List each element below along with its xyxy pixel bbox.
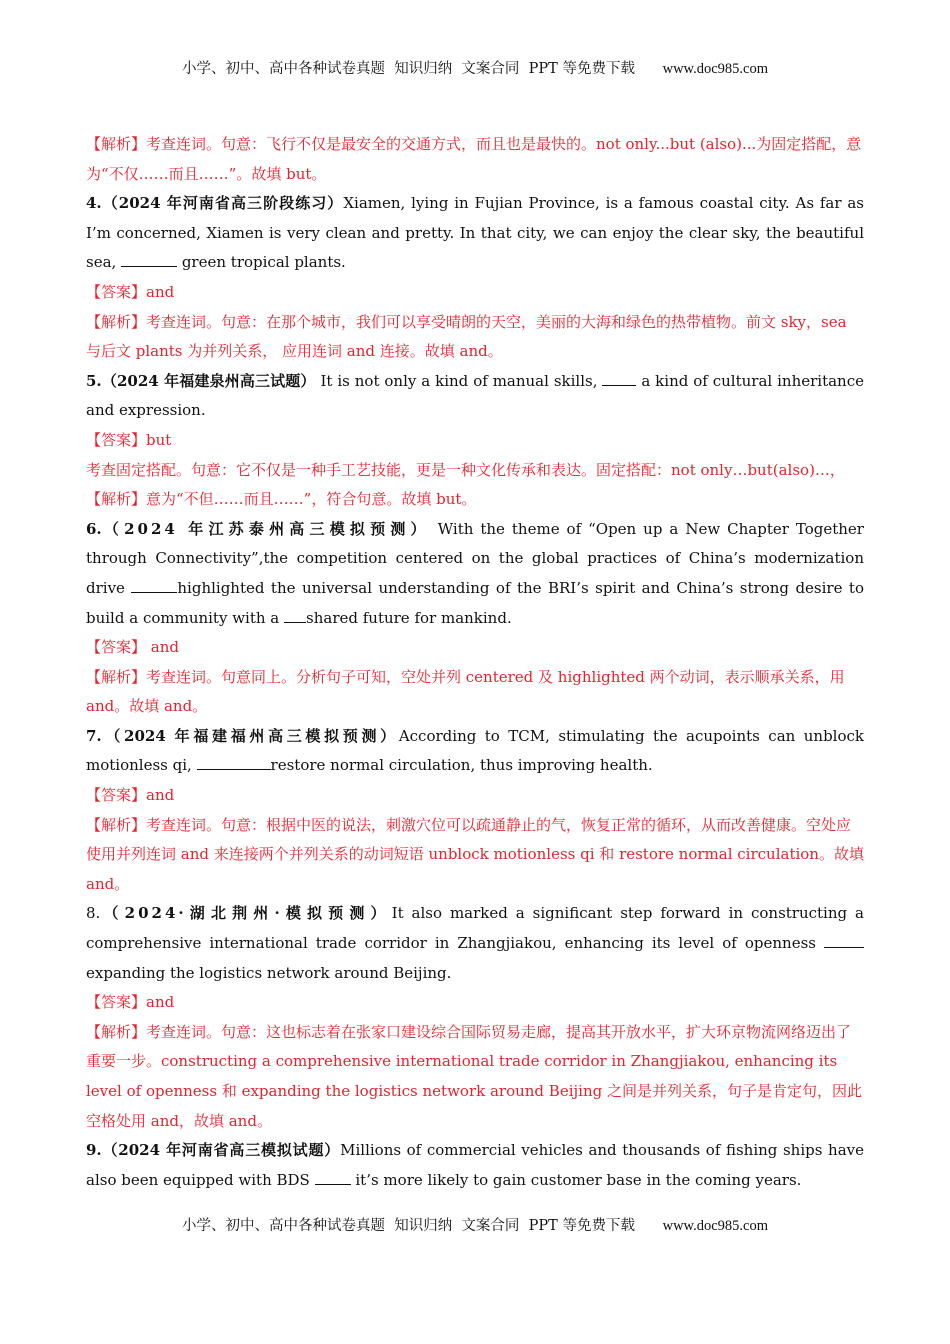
analysis-q4: 【解析】考查连词。句意：在那个城市，我们可以享受晴朗的天空，美丽的大海和绿色的热带植物。前文 sky，sea 与后文 plants 为并列关系， 应用连词 and 连接。故填 and。 (86, 312, 847, 361)
question-number: 6. (86, 519, 102, 538)
question-8 (86, 899, 864, 988)
question-stem: Millions of commercial vehicles and thousands of fishing ships have also been equipped with BDS (86, 1141, 864, 1189)
question-stem-end: restore normal circulation, thus improving health. (270, 756, 653, 775)
answer-blank[interactable] (284, 608, 306, 623)
header-text: 小学、初中、高中各种试卷真题 知识归纳 文案合同 PPT 等免费下载 (182, 61, 635, 77)
answer-blank[interactable] (121, 252, 177, 267)
page-header (0, 57, 950, 78)
analysis-q3: 【解析】考查连词。句意：飞行不仅是最安全的交通方式，而且也是最快的。not only...but (also)...为固定搭配，意为“不仅……而且……”。故填 but。 (86, 135, 862, 183)
header-url[interactable]: www.doc985.com (662, 61, 768, 77)
question-stem: Xiamen, lying in Fujian Province, is a famous coastal city. As far as I’m concerned, Xiamen is very clean and pretty. In that city, we can enjoy the clear sky, the beautiful sea, (86, 194, 864, 272)
answer-q7: 【答案】and (86, 786, 175, 805)
question-5 (86, 367, 864, 426)
footer-text: 小学、初中、高中各种试卷真题 知识归纳 文案合同 PPT 等免费下载 (182, 1218, 635, 1234)
question-stem-end: shared future for mankind. (306, 608, 512, 627)
question-source: （2024 年江苏泰州高三模拟预测） (101, 519, 431, 538)
answer-q5: 【答案】but (86, 430, 172, 449)
answer-blank[interactable] (131, 578, 177, 593)
question-source: （2024 年河南省高三模拟试题） (101, 1141, 341, 1160)
question-6 (86, 515, 864, 633)
question-9 (86, 1136, 864, 1195)
question-stem-end: green tropical plants. (177, 253, 346, 272)
analysis-q6: 【解析】考查连词。句意同上。分析句子可知，空处并列 centered 及 highlighted 两个动词，表示顺承关系，用 and。故填 and。 (86, 667, 845, 716)
question-stem-end: a kind of cultural inheritance and expression. (86, 371, 864, 420)
question-number: 9. (86, 1141, 102, 1160)
answer-q8: 【答案】and (86, 993, 175, 1012)
answer-blank[interactable] (824, 933, 864, 948)
question-stem: It is not only a kind of manual skills, (315, 371, 603, 390)
question-7 (86, 722, 864, 781)
analysis-q5: 考查固定搭配。句意：它不仅是一种手工艺技能，更是一种文化传承和表达。固定搭配：not only…but(also)…，【解析】意为“不但……而且……”，符合句意。故填 but。 (86, 460, 845, 509)
analysis-q8: 【解析】考查连词。句意：这也标志着在张家口建设综合国际贸易走廊，提高其开放水平，扩大环京物流网络迈出了重要一步。constructing a comprehensive international trade corridor in Zhangjiakou, enhancing its level of openness 和 expanding the logistics network around Beijing 之间是并列关系，句子是肯定句，因此空格处用 and，故填 and。 (86, 1022, 862, 1130)
question-stem-end: expanding the logistics network around Beijing. (86, 963, 452, 982)
question-source: （2024 年河南省高三阶段练习） (101, 194, 344, 213)
question-source: （2024·湖北荆州·模拟预测） (100, 904, 392, 923)
question-source: （2024 年福建福州高三模拟预测） (101, 726, 399, 745)
answer-blank[interactable] (197, 755, 271, 770)
question-source: （2024 年福建泉州高三试题） (101, 371, 316, 390)
question-stem-mid: highlighted the universal understanding of the BRI’s spirit and China’s strong desire to build a community with a (86, 578, 864, 627)
footer-url[interactable]: www.doc985.com (662, 1218, 768, 1234)
question-stem-end: it’s more likely to gain customer base in the coming years. (350, 1170, 802, 1189)
question-number: 7. (86, 726, 102, 745)
question-number: 8. (86, 904, 101, 923)
answer-q4: 【答案】and (86, 282, 175, 301)
document-body (86, 130, 864, 1195)
question-stem: With the theme of “Open up a New Chapter Together through Connectivity”,the competition centered on the global practices of China’s modernization drive (86, 519, 864, 597)
question-number: 5. (86, 371, 102, 390)
page-footer (0, 1214, 950, 1235)
question-number: 4. (86, 194, 102, 213)
question-4 (86, 189, 864, 278)
analysis-q7: 【解析】考查连词。句意：根据中医的说法，刺激穴位可以疏通静止的气，恢复正常的循环，从而改善健康。空处应使用并列连词 and 来连接两个并列关系的动词短语 unblock motionless qi 和 restore normal circulation。故填 and。 (86, 815, 864, 893)
answer-blank[interactable] (602, 371, 636, 386)
answer-q6: 【答案】 and (86, 638, 179, 657)
question-stem: It also marked a significant step forward in constructing a comprehensive international trade corridor in Zhangjiakou, enhancing its level of openness (86, 904, 864, 953)
answer-blank[interactable] (315, 1170, 351, 1185)
question-stem: According to TCM, stimulating the acupoints can unblock motionless qi, (86, 726, 864, 775)
